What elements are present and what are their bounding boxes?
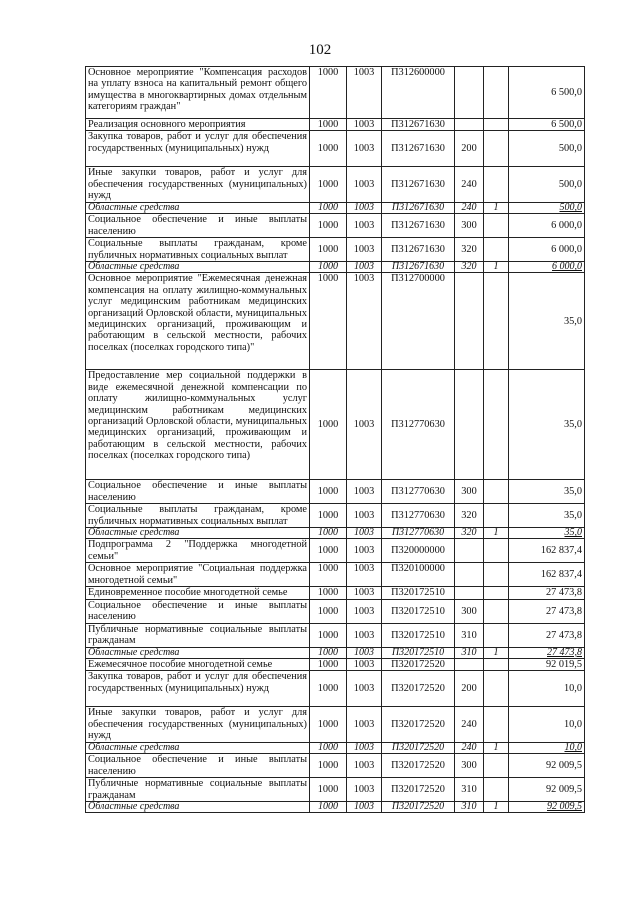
table-row xyxy=(86,131,585,167)
table-row xyxy=(86,539,585,563)
target-article-code: П320172510 xyxy=(382,587,455,599)
expense-type-code: 200 xyxy=(455,131,484,167)
funding-source-code: 1 xyxy=(484,203,509,214)
row-name: Подпрограмма 2 "Поддержка многодетной семьи" xyxy=(86,539,310,563)
expense-type-code: 310 xyxy=(455,647,484,658)
expense-type-code xyxy=(455,658,484,670)
expense-type-code: 200 xyxy=(455,671,484,707)
subsection-code: 1003 xyxy=(347,480,382,504)
table-row xyxy=(86,528,585,539)
target-article-code: П320172510 xyxy=(382,599,455,623)
target-article-code: П312671630 xyxy=(382,262,455,273)
expense-type-code: 300 xyxy=(455,480,484,504)
table-row xyxy=(86,658,585,670)
funding-source-code xyxy=(484,778,509,802)
row-name: Публичные нормативные социальные выплаты гражданам xyxy=(86,778,310,802)
section-code: 1000 xyxy=(310,238,347,262)
expense-type-code xyxy=(455,273,484,370)
subsection-code: 1003 xyxy=(347,504,382,528)
table-row xyxy=(86,203,585,214)
subsection-code: 1003 xyxy=(347,214,382,238)
table-row xyxy=(86,67,585,119)
row-name: Областные средства xyxy=(86,802,310,813)
funding-source-code xyxy=(484,119,509,131)
target-article-code: П312770630 xyxy=(382,504,455,528)
row-name: Социальное обеспечение и иные выплаты населению xyxy=(86,214,310,238)
funding-source-code: 1 xyxy=(484,528,509,539)
target-article-code: П320172520 xyxy=(382,707,455,743)
funding-source-code xyxy=(484,131,509,167)
subsection-code: 1003 xyxy=(347,528,382,539)
amount: 35,0 xyxy=(509,528,585,539)
funding-source-code xyxy=(484,623,509,647)
expense-type-code: 320 xyxy=(455,504,484,528)
table-row xyxy=(86,262,585,273)
amount: 92 019,5 xyxy=(509,658,585,670)
row-name: Социальные выплаты гражданам, кроме публичных нормативных социальных выплат xyxy=(86,238,310,262)
table-row xyxy=(86,623,585,647)
expense-type-code: 240 xyxy=(455,167,484,203)
amount: 500,0 xyxy=(509,167,585,203)
amount: 6 000,0 xyxy=(509,262,585,273)
target-article-code: П312770630 xyxy=(382,370,455,480)
section-code: 1000 xyxy=(310,754,347,778)
funding-source-code xyxy=(484,480,509,504)
section-code: 1000 xyxy=(310,587,347,599)
section-code: 1000 xyxy=(310,671,347,707)
expense-type-code: 310 xyxy=(455,778,484,802)
target-article-code: П312671630 xyxy=(382,238,455,262)
section-code: 1000 xyxy=(310,370,347,480)
table-row xyxy=(86,599,585,623)
funding-source-code: 1 xyxy=(484,743,509,754)
table-row xyxy=(86,743,585,754)
subsection-code: 1003 xyxy=(347,167,382,203)
table-row xyxy=(86,370,585,480)
target-article-code: П320172520 xyxy=(382,778,455,802)
funding-source-code xyxy=(484,754,509,778)
amount: 10,0 xyxy=(509,707,585,743)
expense-type-code: 320 xyxy=(455,238,484,262)
subsection-code: 1003 xyxy=(347,754,382,778)
section-code: 1000 xyxy=(310,778,347,802)
amount: 35,0 xyxy=(509,504,585,528)
funding-source-code xyxy=(484,539,509,563)
table-row xyxy=(86,587,585,599)
table-row xyxy=(86,778,585,802)
row-name: Реализация основного мероприятия xyxy=(86,119,310,131)
row-name: Ежемесячное пособие многодетной семье xyxy=(86,658,310,670)
funding-source-code xyxy=(484,67,509,119)
target-article-code: П312671630 xyxy=(382,131,455,167)
funding-source-code xyxy=(484,671,509,707)
row-name: Иные закупки товаров, работ и услуг для обеспечения государственных (муниципальных) нужд xyxy=(86,167,310,203)
amount: 6 500,0 xyxy=(509,119,585,131)
row-name: Социальные выплаты гражданам, кроме публичных нормативных социальных выплат xyxy=(86,504,310,528)
funding-source-code xyxy=(484,587,509,599)
target-article-code: П320172510 xyxy=(382,647,455,658)
expense-type-code: 320 xyxy=(455,262,484,273)
expense-type-code: 310 xyxy=(455,623,484,647)
section-code: 1000 xyxy=(310,167,347,203)
subsection-code: 1003 xyxy=(347,671,382,707)
amount: 6 000,0 xyxy=(509,214,585,238)
amount: 6 500,0 xyxy=(509,67,585,119)
row-name: Иные закупки товаров, работ и услуг для обеспечения государственных (муниципальных) нужд xyxy=(86,707,310,743)
amount: 6 000,0 xyxy=(509,238,585,262)
amount: 27 473,8 xyxy=(509,623,585,647)
subsection-code: 1003 xyxy=(347,743,382,754)
table-row xyxy=(86,480,585,504)
section-code: 1000 xyxy=(310,119,347,131)
funding-source-code: 1 xyxy=(484,802,509,813)
row-name: Областные средства xyxy=(86,743,310,754)
target-article-code: П312671630 xyxy=(382,167,455,203)
table-row xyxy=(86,671,585,707)
amount: 162 837,4 xyxy=(509,563,585,587)
subsection-code: 1003 xyxy=(347,778,382,802)
target-article-code: П320172520 xyxy=(382,658,455,670)
funding-source-code xyxy=(484,707,509,743)
row-name: Областные средства xyxy=(86,528,310,539)
target-article-code: П320172510 xyxy=(382,623,455,647)
funding-source-code: 1 xyxy=(484,262,509,273)
target-article-code: П312770630 xyxy=(382,480,455,504)
section-code: 1000 xyxy=(310,707,347,743)
section-code: 1000 xyxy=(310,214,347,238)
row-name: Социальное обеспечение и иные выплаты населению xyxy=(86,480,310,504)
row-name: Единовременное пособие многодетной семье xyxy=(86,587,310,599)
subsection-code: 1003 xyxy=(347,119,382,131)
row-name: Основное мероприятие "Компенсация расходов на уплату взноса на капитальный ремонт общего имущества в многоквартирных домах отдельным категориям граждан" xyxy=(86,67,310,119)
expense-type-code xyxy=(455,587,484,599)
section-code: 1000 xyxy=(310,504,347,528)
amount: 27 473,8 xyxy=(509,599,585,623)
subsection-code: 1003 xyxy=(347,587,382,599)
section-code: 1000 xyxy=(310,563,347,587)
table-row xyxy=(86,754,585,778)
row-name: Областные средства xyxy=(86,647,310,658)
amount: 27 473,8 xyxy=(509,647,585,658)
table-row xyxy=(86,119,585,131)
table-row xyxy=(86,214,585,238)
subsection-code: 1003 xyxy=(347,67,382,119)
funding-source-code xyxy=(484,370,509,480)
subsection-code: 1003 xyxy=(347,658,382,670)
section-code: 1000 xyxy=(310,539,347,563)
section-code: 1000 xyxy=(310,528,347,539)
section-code: 1000 xyxy=(310,262,347,273)
subsection-code: 1003 xyxy=(347,131,382,167)
row-name: Социальное обеспечение и иные выплаты населению xyxy=(86,754,310,778)
target-article-code: П320100000 xyxy=(382,563,455,587)
section-code: 1000 xyxy=(310,480,347,504)
section-code: 1000 xyxy=(310,743,347,754)
subsection-code: 1003 xyxy=(347,238,382,262)
amount: 500,0 xyxy=(509,203,585,214)
expense-type-code: 240 xyxy=(455,707,484,743)
page-number: 102 xyxy=(308,42,332,58)
target-article-code: П312671630 xyxy=(382,119,455,131)
target-article-code: П312770630 xyxy=(382,528,455,539)
subsection-code: 1003 xyxy=(347,599,382,623)
budget-table xyxy=(85,66,585,813)
amount: 27 473,8 xyxy=(509,587,585,599)
target-article-code: П312671630 xyxy=(382,203,455,214)
expense-type-code xyxy=(455,67,484,119)
expense-type-code xyxy=(455,119,484,131)
funding-source-code xyxy=(484,273,509,370)
section-code: 1000 xyxy=(310,273,347,370)
table-row xyxy=(86,802,585,813)
section-code: 1000 xyxy=(310,658,347,670)
table-row xyxy=(86,273,585,370)
table-row xyxy=(86,563,585,587)
section-code: 1000 xyxy=(310,623,347,647)
funding-source-code xyxy=(484,658,509,670)
target-article-code: П312671630 xyxy=(382,214,455,238)
row-name: Публичные нормативные социальные выплаты гражданам xyxy=(86,623,310,647)
subsection-code: 1003 xyxy=(347,273,382,370)
section-code: 1000 xyxy=(310,203,347,214)
amount: 35,0 xyxy=(509,480,585,504)
subsection-code: 1003 xyxy=(347,623,382,647)
amount: 92 009,5 xyxy=(509,754,585,778)
section-code: 1000 xyxy=(310,802,347,813)
target-article-code: П312600000 xyxy=(382,67,455,119)
subsection-code: 1003 xyxy=(347,262,382,273)
expense-type-code: 300 xyxy=(455,214,484,238)
target-article-code: П320172520 xyxy=(382,754,455,778)
target-article-code: П320172520 xyxy=(382,802,455,813)
target-article-code: П320172520 xyxy=(382,671,455,707)
table-row xyxy=(86,238,585,262)
section-code: 1000 xyxy=(310,647,347,658)
row-name: Закупка товаров, работ и услуг для обеспечения государственных (муниципальных) нужд xyxy=(86,131,310,167)
target-article-code: П320172520 xyxy=(382,743,455,754)
target-article-code: П312700000 xyxy=(382,273,455,370)
row-name: Предоставление мер социальной поддержки в виде ежемесячной денежной компенсации по оплату жилищно-коммунальных услуг медицинским работникам медицинских организаций Орловской области, муниципальных медицинских организаций, проживающим и работающим в сельской местности, рабочих поселках (поселках городского типа) xyxy=(86,370,310,480)
expense-type-code: 300 xyxy=(455,599,484,623)
funding-source-code xyxy=(484,167,509,203)
table-row xyxy=(86,647,585,658)
budget-rows xyxy=(86,67,585,813)
section-code: 1000 xyxy=(310,67,347,119)
target-article-code: П320000000 xyxy=(382,539,455,563)
section-code: 1000 xyxy=(310,131,347,167)
expense-type-code xyxy=(455,563,484,587)
row-name: Основное мероприятие "Ежемесячная денежная компенсация на оплату жилищно-коммунальных услуг медицинским работникам медицинских организаций Орловской области, муниципальных медицинских организаций, проживающим и работающим в сельской местности, рабочих поселках (поселках городского типа)" xyxy=(86,273,310,370)
subsection-code: 1003 xyxy=(347,647,382,658)
row-name: Областные средства xyxy=(86,262,310,273)
amount: 162 837,4 xyxy=(509,539,585,563)
funding-source-code xyxy=(484,504,509,528)
subsection-code: 1003 xyxy=(347,707,382,743)
row-name: Закупка товаров, работ и услуг для обеспечения государственных (муниципальных) нужд xyxy=(86,671,310,707)
funding-source-code xyxy=(484,214,509,238)
amount: 35,0 xyxy=(509,273,585,370)
expense-type-code xyxy=(455,539,484,563)
amount: 500,0 xyxy=(509,131,585,167)
amount: 10,0 xyxy=(509,671,585,707)
expense-type-code xyxy=(455,370,484,480)
expense-type-code: 300 xyxy=(455,754,484,778)
subsection-code: 1003 xyxy=(347,563,382,587)
expense-type-code: 240 xyxy=(455,743,484,754)
amount: 35,0 xyxy=(509,370,585,480)
funding-source-code xyxy=(484,238,509,262)
amount: 10,0 xyxy=(509,743,585,754)
amount: 92 009,5 xyxy=(509,778,585,802)
table-row xyxy=(86,504,585,528)
funding-source-code xyxy=(484,563,509,587)
amount: 92 009,5 xyxy=(509,802,585,813)
subsection-code: 1003 xyxy=(347,802,382,813)
subsection-code: 1003 xyxy=(347,370,382,480)
row-name: Областные средства xyxy=(86,203,310,214)
table-row xyxy=(86,707,585,743)
subsection-code: 1003 xyxy=(347,539,382,563)
funding-source-code xyxy=(484,599,509,623)
expense-type-code: 240 xyxy=(455,203,484,214)
row-name: Социальное обеспечение и иные выплаты населению xyxy=(86,599,310,623)
funding-source-code: 1 xyxy=(484,647,509,658)
expense-type-code: 310 xyxy=(455,802,484,813)
subsection-code: 1003 xyxy=(347,203,382,214)
expense-type-code: 320 xyxy=(455,528,484,539)
row-name: Основное мероприятие "Социальная поддержка многодетной семьи" xyxy=(86,563,310,587)
table-row xyxy=(86,167,585,203)
section-code: 1000 xyxy=(310,599,347,623)
